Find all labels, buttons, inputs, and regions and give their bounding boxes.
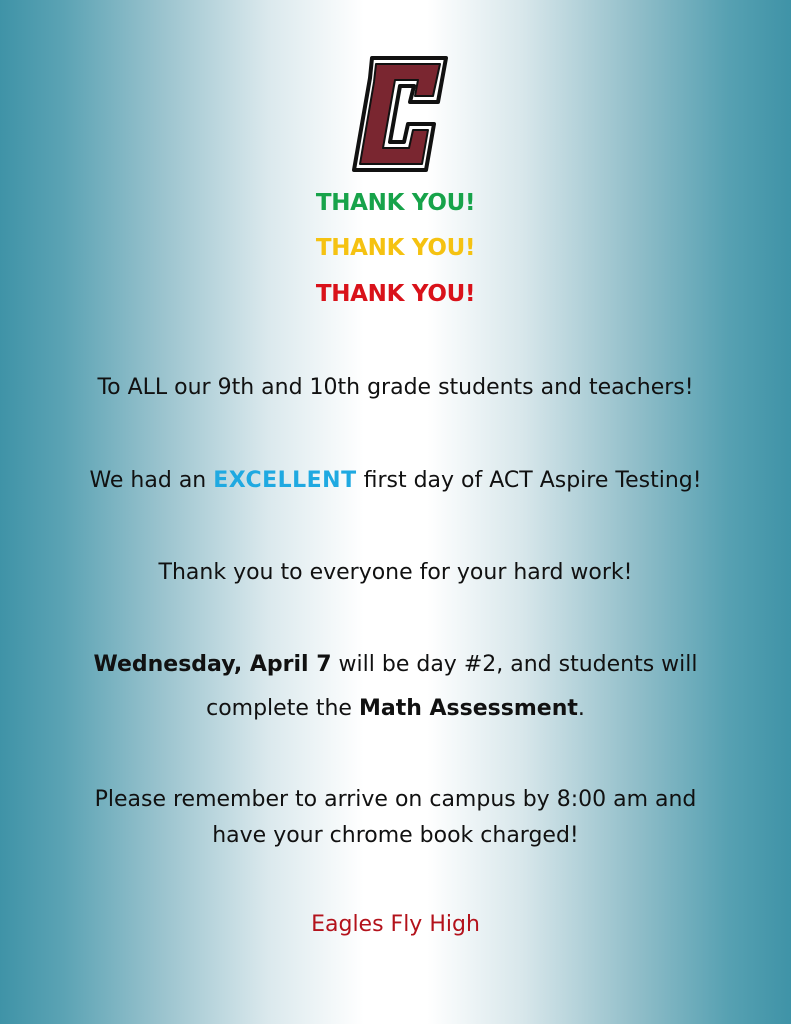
excellent-suffix: first day of ACT Aspire Testing! (356, 468, 702, 493)
audience-line: To ALL our 9th and 10th grade students and teachers! (97, 375, 694, 400)
day2-line (0, 643, 791, 687)
thank-you-yellow: THANK YOU! (315, 235, 476, 261)
excellent-line (0, 459, 791, 503)
day2-date: Wednesday, April 7 (93, 652, 332, 677)
day2-subject-line (0, 687, 791, 731)
thank-you-red: THANK YOU! (315, 281, 476, 307)
excellent-prefix: We had an (89, 468, 214, 493)
hard-work-line: Thank you to everyone for your hard work! (158, 560, 633, 585)
motto: Eagles Fly High (311, 912, 480, 937)
reminder-line-1: Please remember to arrive on campus by 8:00 am and (94, 787, 697, 812)
day2-prefix: complete the (206, 696, 359, 721)
school-c-logo (352, 56, 452, 172)
excellent-word: EXCELLENT (213, 468, 357, 493)
reminder-line-2: have your chrome book charged! (212, 823, 579, 848)
day2-suffix: . (577, 696, 585, 721)
thank-you-green: THANK YOU! (315, 190, 476, 216)
day2-subject: Math Assessment (358, 696, 578, 721)
day2-rest: will be day #2, and students will (331, 652, 698, 677)
